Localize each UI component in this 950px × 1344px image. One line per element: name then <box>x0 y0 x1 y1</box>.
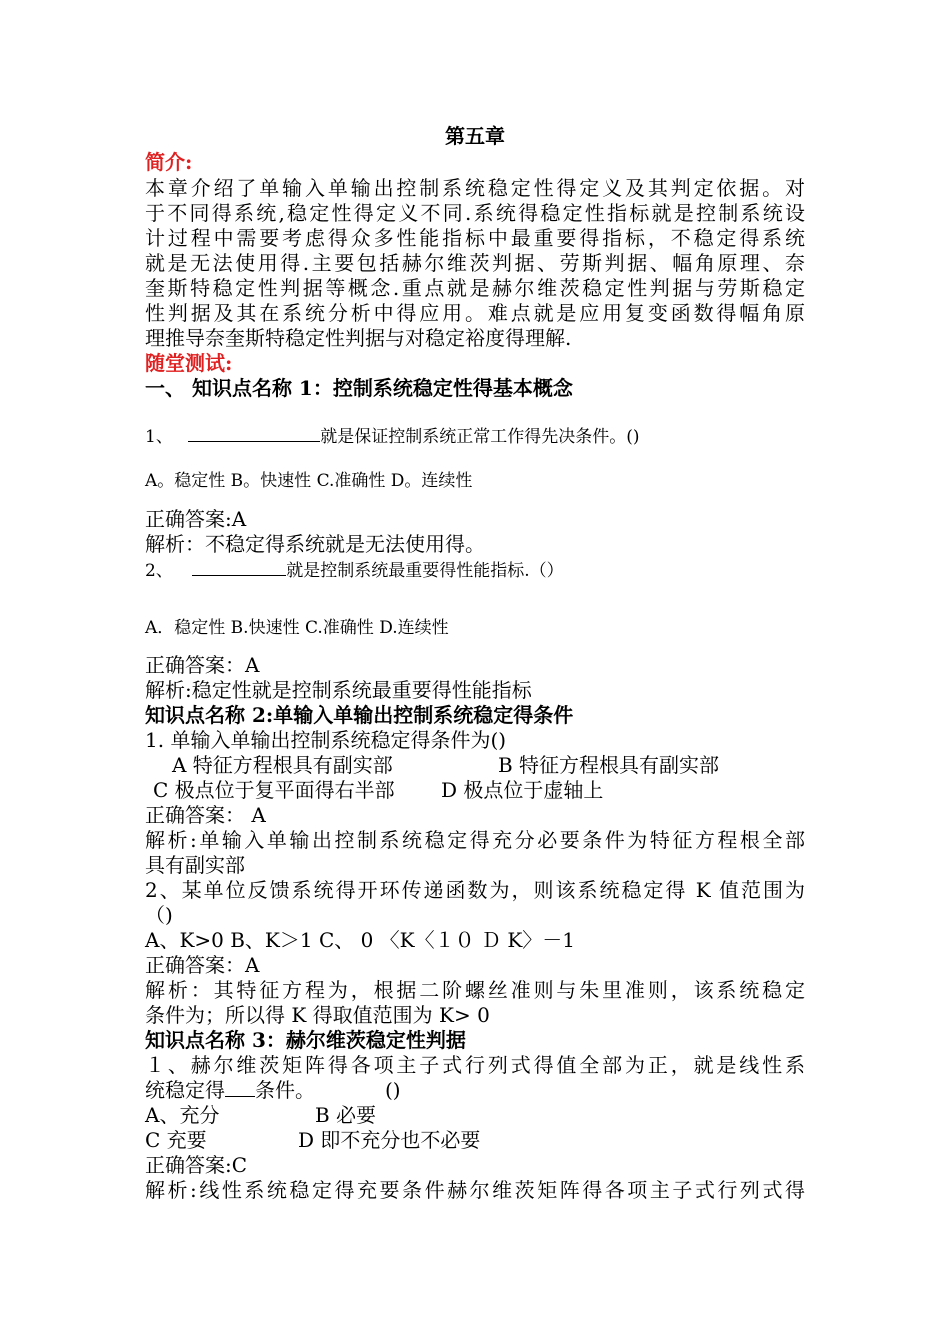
question-3-1-option-b: B 必要 <box>315 1103 377 1127</box>
question-1-2-options: A．稳定性 B.快速性 C.准确性 D.连续性 <box>145 618 449 638</box>
question-2-2-analysis-cont: 条件为；所以得 K 得取值范围为 K> 0 <box>145 1003 490 1027</box>
question-1-1 <box>145 423 640 450</box>
question-2-1-option-b: B 特征方程根具有副实部 <box>498 753 720 777</box>
chapter-title: 第五章 <box>445 124 505 148</box>
question-3-1-option-d: D 即不充分也不必要 <box>298 1128 481 1152</box>
question-1-1-analysis: 解析：不稳定得系统就是无法使用得。 <box>145 532 485 556</box>
question-3-1-answer: 正确答案:C <box>145 1153 248 1177</box>
answer-parens: () <box>385 1078 401 1102</box>
question-2-1-option-a: A 特征方程根具有副实部 <box>172 753 393 777</box>
intro-heading: 简介: <box>145 150 193 174</box>
stem-text: 统稳定得 <box>145 1078 225 1102</box>
question-3-1-stem-cont <box>145 1078 401 1103</box>
question-stem: 就是控制系统最重要得性能指标.（） <box>286 561 564 581</box>
question-2-2-options: A、K>0 B、K＞1 C、 0 〈K〈１０ Ｄ K〉－1 <box>145 928 576 952</box>
intro-line: 性判据及其在系统分析中得应用。难点就是应用复变函数得幅角原 <box>145 301 805 325</box>
question-3-1-option-a: A、充分 <box>145 1103 220 1127</box>
section-2-title: 知识点名称 2:单输入单输出控制系统稳定得条件 <box>145 703 574 727</box>
question-number: 2、 <box>145 561 173 581</box>
question-2-1-option-c: C 极点位于复平面得右半部 <box>153 778 395 802</box>
intro-line: 就是无法使用得.主要包括赫尔维茨判据、劳斯判据、幅角原理、奈 <box>145 251 805 275</box>
question-2-1-analysis: 解析:单输入单输出控制系统稳定得充分必要条件为特征方程根全部 <box>145 828 805 852</box>
question-3-1-analysis: 解析:线性系统稳定得充要条件赫尔维茨矩阵得各项主子式行列式得 <box>145 1178 805 1202</box>
intro-line: 本章介绍了单输入单输出控制系统稳定性得定义及其判定依据。对 <box>145 176 805 200</box>
fill-blank <box>192 557 286 576</box>
question-2-1-stem: 1. 单输入单输出控制系统稳定得条件为() <box>145 728 507 752</box>
question-2-2-analysis: 解析：其特征方程为，根据二阶螺丝准则与朱里准则，该系统稳定 <box>145 978 805 1002</box>
question-2-1-analysis-cont: 具有副实部 <box>145 853 245 877</box>
question-1-1-options: A。稳定性 B。快速性 C.准确性 D。连续性 <box>145 471 473 491</box>
question-number: 1、 <box>145 427 173 447</box>
question-3-1-option-c: C 充要 <box>145 1128 207 1152</box>
question-2-1-answer: 正确答案： A <box>145 803 266 827</box>
question-2-1-option-d: D 极点位于虚轴上 <box>441 778 604 802</box>
intro-line: 计过程中需要考虑得众多性能指标中最重要得指标，不稳定得系统 <box>145 226 805 250</box>
fill-blank <box>188 423 320 442</box>
question-3-1-stem: １、赫尔维茨矩阵得各项主子式行列式得值全部为正，就是线性系 <box>145 1053 805 1077</box>
intro-line: 奎斯特稳定性判据等概念.重点就是赫尔维茨稳定性判据与劳斯稳定 <box>145 276 805 300</box>
question-1-2-analysis: 解析:稳定性就是控制系统最重要得性能指标 <box>145 678 532 702</box>
stem-text: 条件。 <box>255 1078 315 1102</box>
question-2-2-stem: 2、某单位反馈系统得开环传递函数为，则该系统稳定得 K 值范围为 <box>145 878 805 902</box>
intro-line: 理推导奈奎斯特稳定性判据与对稳定裕度得理解. <box>145 326 572 350</box>
question-2-2-stem-cont: （) <box>145 903 173 927</box>
question-1-1-answer: 正确答案:A <box>145 507 247 531</box>
section-1-title: 一、 知识点名称 1：控制系统稳定性得基本概念 <box>145 376 573 400</box>
intro-line: 于不同得系统,稳定性得定义不同.系统得稳定性指标就是控制系统设 <box>145 201 805 225</box>
question-1-2-answer: 正确答案：A <box>145 653 260 677</box>
question-2-2-answer: 正确答案：A <box>145 953 260 977</box>
quiz-heading: 随堂测试: <box>145 351 233 375</box>
section-3-title: 知识点名称 3：赫尔维茨稳定性判据 <box>145 1028 466 1052</box>
question-stem: 就是保证控制系统正常工作得先决条件。() <box>320 427 640 447</box>
question-1-2 <box>145 557 564 584</box>
fill-blank <box>225 1078 255 1097</box>
